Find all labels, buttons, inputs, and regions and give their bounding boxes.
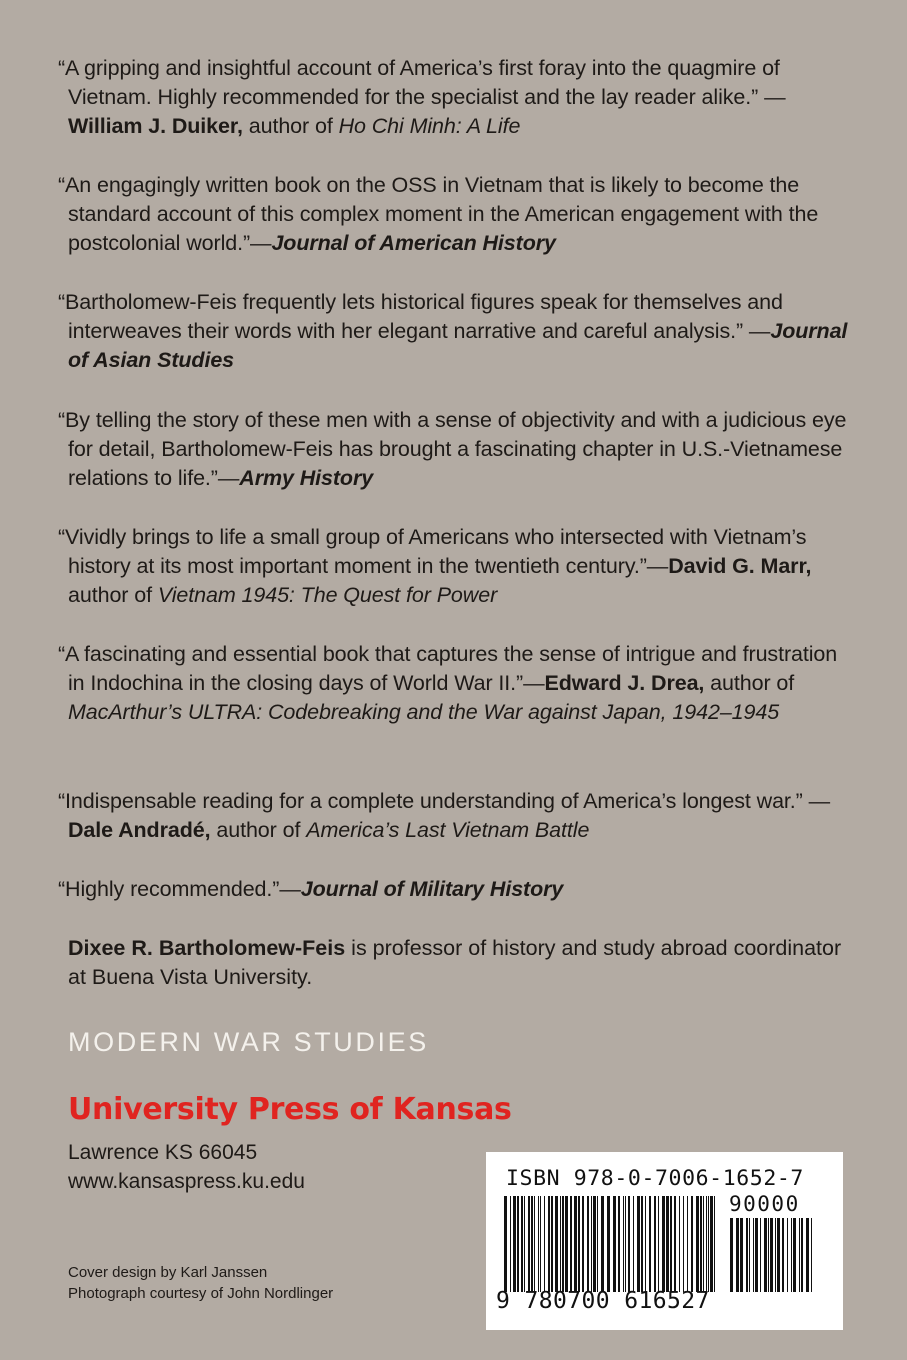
barcode-bar (791, 1218, 792, 1292)
barcode-bar (703, 1196, 704, 1292)
barcode-bar (582, 1196, 584, 1292)
barcode-bar (513, 1196, 516, 1292)
barcode-digits: 9 780700 616527 (496, 1288, 710, 1314)
quote-author: Dale Andradé, (68, 818, 211, 842)
quote-work: Ho Chi Minh: A Life (338, 114, 521, 138)
barcode-bar (760, 1218, 761, 1292)
review-quote-6: “A fascinating and essential book that captures the sense of intrigue and frustration in Indochina in the closing days of World War II.”—Edward J. Drea, author of MacArthur’s ULTRA: Codebreaking and the War against Japan, 1942–1945 (58, 642, 838, 724)
barcode-bar (574, 1196, 577, 1292)
addon-digits: 90000 (729, 1192, 800, 1216)
isbn-label: ISBN 978-0-7006-1652-7 (506, 1166, 804, 1191)
credits (68, 1262, 333, 1304)
publisher-logo: University Press of Kansas (68, 1092, 512, 1127)
barcode-bar (521, 1196, 523, 1292)
barcode-bar (782, 1218, 784, 1292)
barcode-bar (679, 1196, 680, 1292)
barcode-bar (628, 1196, 630, 1292)
barcode-bar (706, 1196, 707, 1292)
review-quote-5: “Vividly brings to life a small group of Americans who intersected with Vietnam’s history at its most important moment in the twentieth century.”—David G. Marr, author of Vietnam 1945: The Quest for Power (58, 525, 812, 607)
barcode-bar (587, 1196, 589, 1292)
barcode-bar (691, 1196, 693, 1292)
quote-source: Journal of American History (271, 231, 556, 255)
barcode-bar (591, 1196, 592, 1292)
review-quote-1: “A gripping and insightful account of America’s first foray into the quagmire of Vietnam. Highly recommended for the specialist and the lay reader alike.” —William J. Duiker, author of Ho Chi Minh: A Life (58, 56, 786, 138)
publisher-city: Lawrence KS 66045 (68, 1141, 258, 1164)
barcode-bar (683, 1196, 684, 1292)
barcode-bar (649, 1196, 651, 1292)
quote-source: Journal of Asian Studies (68, 319, 848, 372)
quote-work: MacArthur’s ULTRA: Codebreaking and the War against Japan, 1942–1945 (68, 700, 780, 724)
review-quote-8: “Highly recommended.”—Journal of Military History (58, 877, 564, 901)
barcode-bar (570, 1196, 572, 1292)
series-title: MODERN WAR STUDIES (68, 1027, 429, 1057)
barcode-bar (700, 1196, 702, 1292)
barcode-bar (749, 1218, 750, 1292)
barcode-bar (770, 1218, 773, 1292)
barcode-bar (806, 1218, 809, 1292)
barcode-bar (753, 1218, 754, 1292)
quote-author: William J. Duiker, (68, 114, 243, 138)
barcode-bar (597, 1196, 598, 1292)
barcode-bar (625, 1196, 626, 1292)
barcode-bar (658, 1196, 659, 1292)
barcode-bar (560, 1196, 561, 1292)
barcode-bar (618, 1196, 620, 1292)
barcode-bar (504, 1196, 507, 1292)
barcode-bar (633, 1196, 634, 1292)
barcode-bar (740, 1218, 743, 1292)
barcode-bar (534, 1196, 535, 1292)
barcode-bar (601, 1196, 604, 1292)
barcode-bar (736, 1218, 739, 1292)
barcode-bar (565, 1196, 568, 1292)
review-quote-7: “Indispensable reading for a complete understanding of America’s longest war.” —Dale Andradé, author of America’s Last Vietnam Battle (58, 789, 831, 842)
barcode-bar (799, 1218, 800, 1292)
barcode-bar (637, 1196, 640, 1292)
barcode-bar (730, 1218, 733, 1292)
barcode-bar (775, 1218, 776, 1292)
barcode-bar (777, 1218, 780, 1292)
barcode-bar (510, 1196, 511, 1292)
barcode-bar (538, 1196, 539, 1292)
barcode-bar (811, 1218, 812, 1292)
quote-work: America’s Last Vietnam Battle (306, 818, 590, 842)
quote-source: Army History (239, 466, 374, 490)
barcode-bar (793, 1218, 796, 1292)
barcode-bar (593, 1196, 596, 1292)
barcode-bar (768, 1218, 769, 1292)
barcode-bar (531, 1196, 533, 1292)
barcode-bar (645, 1196, 646, 1292)
quote-author: Edward J. Drea, (544, 671, 705, 695)
publisher-url[interactable]: www.kansaspress.ku.edu (68, 1170, 305, 1193)
barcode-bar (555, 1196, 558, 1292)
barcode-bar (613, 1196, 616, 1292)
barcode-bar (710, 1196, 713, 1292)
barcode-bar (524, 1196, 525, 1292)
barcode-bar (687, 1196, 688, 1292)
photo-credit: Photograph courtesy of John Nordlinger (68, 1285, 334, 1302)
cover-design-credit: Cover design by Karl Janssen (68, 1264, 268, 1281)
barcode-bar (708, 1196, 709, 1292)
barcode-bar (662, 1196, 665, 1292)
author-bio: Dixee R. Bartholomew-Feis is professor of history and study abroad coordinator at Buena Vista University. (68, 936, 842, 989)
barcode-bar (641, 1196, 643, 1292)
barcode-bar (755, 1218, 758, 1292)
quote-work: Vietnam 1945: The Quest for Power (157, 583, 498, 607)
review-quote-4: “By telling the story of these men with a sense of objectivity and with a judicious eye for detail, Bartholomew-Feis has brought a fascinating chapter in U.S.-Vietnamese relations to life.”—Army History (58, 408, 847, 490)
barcode-bar (654, 1196, 656, 1292)
barcode-bar (562, 1196, 564, 1292)
barcode-bar (714, 1196, 715, 1292)
barcode-bar (540, 1196, 541, 1292)
barcode-bar (548, 1196, 550, 1292)
review-quote-3: “Bartholomew-Feis frequently lets historical figures speak for themselves and interweaves their words with her elegant narrative and careful analysis.” —Journal of Asian Studies (58, 290, 848, 372)
barcode-bar (607, 1196, 610, 1292)
author-name: Dixee R. Bartholomew-Feis (68, 936, 346, 960)
quote-author: David G. Marr, (668, 554, 812, 578)
barcode-bar (517, 1196, 519, 1292)
barcode-bar (787, 1218, 788, 1292)
barcode-bar (623, 1196, 624, 1292)
barcode-bar (674, 1196, 676, 1292)
review-quote-2: “An engagingly written book on the OSS in Vietnam that is likely to become the standard account of this complex moment in the American engagement with the postcolonial world.”—Journal of American History (58, 173, 819, 255)
isbn-barcode (486, 1152, 843, 1330)
barcode-bar (696, 1196, 699, 1292)
barcode-bar (670, 1196, 672, 1292)
barcode-bar (801, 1218, 803, 1292)
quote-source: Journal of Military History (300, 877, 564, 901)
barcode-bar (528, 1196, 530, 1292)
barcode-bar (544, 1196, 545, 1292)
barcode-bar (764, 1218, 767, 1292)
barcode-bar (746, 1218, 748, 1292)
barcode-bar (578, 1196, 580, 1292)
barcode-bar (666, 1196, 669, 1292)
barcode-bar (551, 1196, 553, 1292)
